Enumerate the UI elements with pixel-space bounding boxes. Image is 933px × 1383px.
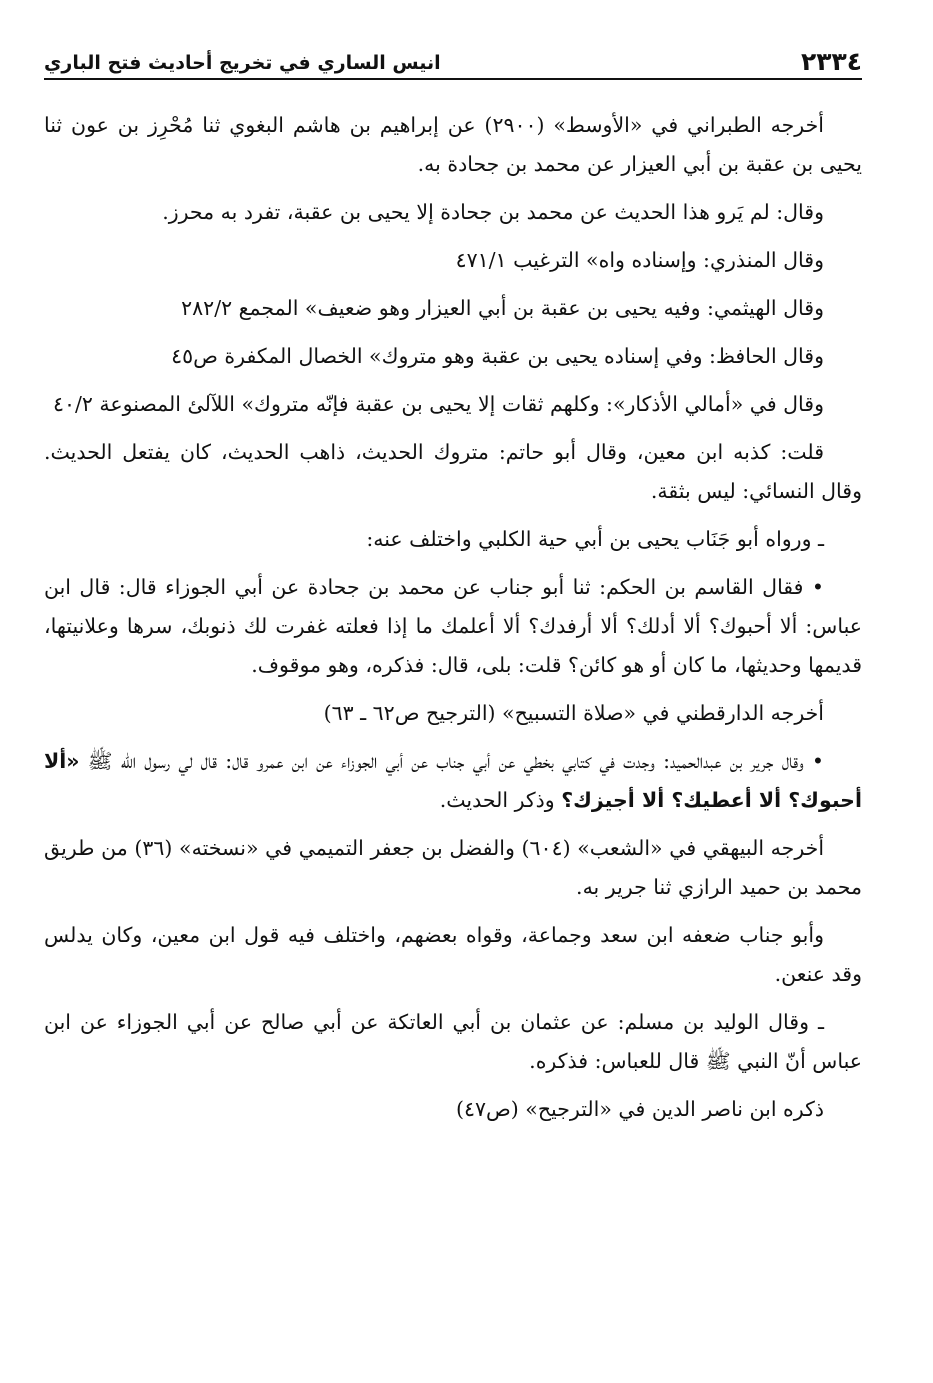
paragraph: • فقال القاسم بن الحكم: ثنا أبو جناب عن محمد بن جحادة عن أبي الجوزاء قال: قال ابن عباس: ألا أحبوك؟ ألا أدلك؟ ألا أرفدك؟ ألا أعلمك ما إذا فعلته غفرت لك ذنوبك، سرها وعلانيتها، قديمها وحديثها، ما كان أو هو كائن؟ قلت: بلى، قال: فذكره، وهو موقوف. <box>44 575 862 677</box>
paragraph: وقال: لم يَرو هذا الحديث عن محمد بن جحادة إلا يحيى بن عقبة، تفرد به محرز. <box>162 200 824 224</box>
book-page <box>44 40 862 1360</box>
page-header <box>44 40 862 80</box>
page-number: ٢٣٣٤ <box>800 47 862 76</box>
paragraph: ـ وقال الوليد بن مسلم: عن عثمان بن أبي العاتكة عن أبي صالح عن أبي الجوزاء عن ابن عباس أنّ النبي ﷺ قال للعباس: فذكره. <box>44 1010 862 1073</box>
paragraph: وقال الحافظ: وفي إسناده يحيى بن عقبة وهو متروك» الخصال المكفرة ص٤٥ <box>171 344 824 368</box>
paragraph: أخرجه الطبراني في «الأوسط» (٢٩٠٠) عن إبراهيم بن هاشم البغوي ثنا مُحْرِز بن عون ثنا يحيى بن عقبة بن أبي العيزار عن محمد بن جحادة به. <box>44 113 862 176</box>
paragraph: وقال المنذري: وإسناده واه» الترغيب ٤٧١/١ <box>455 248 824 272</box>
paragraph: وأبو جناب ضعفه ابن سعد وجماعة، وقواه بعضهم، واختلف فيه قول ابن معين، وكان يدلس وقد عنعن. <box>44 923 862 986</box>
paragraph: ذكره ابن ناصر الدين في «الترجيح» (ص٤٧) <box>455 1097 824 1121</box>
paragraph-text: وذكر الحديث. <box>439 788 562 812</box>
running-title: انيس الساري في تخريج أحاديث فتح الباري <box>44 52 441 74</box>
paragraph: قلت: كذبه ابن معين، وقال أبو حاتم: متروك الحديث، ذاهب الحديث، كان يفتعل الحديث. وقال النسائي: ليس بثقة. <box>44 440 862 503</box>
paragraph: أخرجه البيهقي في «الشعب» (٦٠٤) والفضل بن جعفر التميمي في «نسخته» (٣٦) من طريق محمد بن حميد الرازي ثنا جرير به. <box>44 836 862 899</box>
paragraph: وقال في «أمالي الأذكار»: وكلهم ثقات إلا يحيى بن عقبة فإنّه متروك» اللآلئ المصنوعة ٤٠/٢ <box>52 392 824 416</box>
paragraph <box>44 742 862 820</box>
page-body <box>44 106 862 1129</box>
paragraph: وقال الهيثمي: وفيه يحيى بن عقبة بن أبي العيزار وهو ضعيف» المجمع ٢٨٢/٢ <box>181 296 824 320</box>
paragraph: أخرجه الدارقطني في «صلاة التسبيح» (الترجيح ص٦٢ ـ ٦٣) <box>323 701 824 725</box>
paragraph: ـ ورواه أبو جَنَاب يحيى بن أبي حية الكلبي واختلف عنه: <box>366 527 824 551</box>
paragraph-text: • وقال جرير بن عبدالحميد: وجدت في كتابي بخطي عن أبي جناب عن أبي الجوزاء عن ابن عمرو قال: قال لي رسول الله ﷺ <box>79 749 824 773</box>
hadith-quote: «ألا أحبوك؟ ألا أعطيك؟ ألا أجيزك؟ <box>44 749 862 812</box>
